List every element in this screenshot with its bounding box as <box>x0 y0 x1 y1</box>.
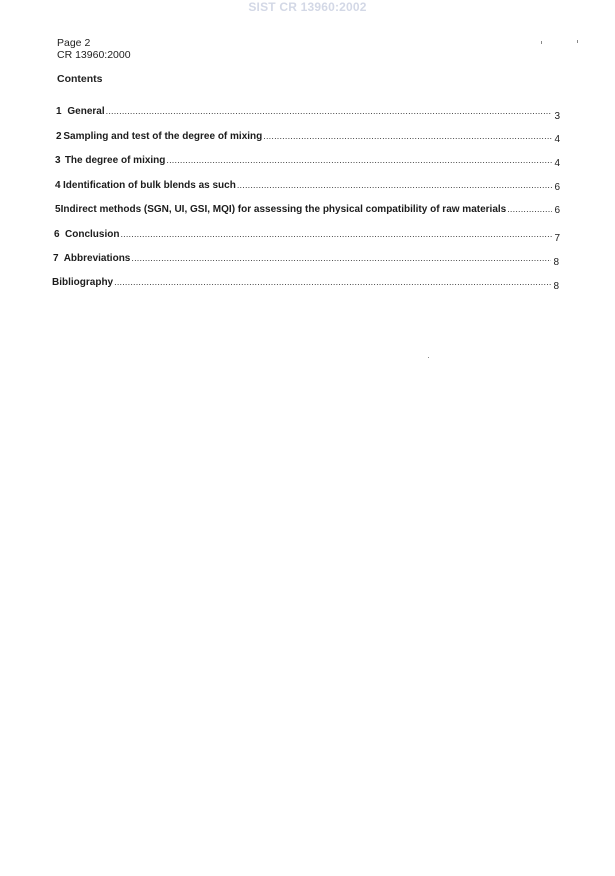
toc-entry-page: 8 <box>553 257 559 268</box>
toc-entry-degree-of-mixing[interactable] <box>55 155 560 169</box>
toc-entry-identification[interactable] <box>55 180 560 194</box>
toc-entry-title: Indirect methods (SGN, UI, GSI, MQI) for assessing the physical compatibility of raw materials <box>60 204 507 215</box>
toc-entry-title: The degree of mixing <box>64 155 166 166</box>
toc-dot-leader <box>263 131 552 141</box>
toc-entry-number: 7 <box>53 253 59 264</box>
toc-dot-leader <box>106 106 553 116</box>
toc-entry-general[interactable] <box>56 106 560 120</box>
scan-speck <box>428 357 429 358</box>
toc-dot-leader <box>507 204 552 214</box>
toc-entry-conclusion[interactable] <box>54 229 560 243</box>
toc-entry-number: 6 <box>54 229 60 240</box>
toc-entry-page: 7 <box>554 233 560 244</box>
toc-dot-leader <box>237 180 553 190</box>
document-id: CR 13960:2000 <box>57 49 131 61</box>
toc-entry-title: Sampling and test of the degree of mixing <box>63 131 263 142</box>
toc-entry-page: 3 <box>554 111 560 122</box>
toc-entry-page: 6 <box>554 182 560 193</box>
toc-entry-abbreviations[interactable] <box>53 253 559 267</box>
toc-entry-title: Identification of bulk blends as such <box>63 180 236 191</box>
toc-entry-sampling[interactable] <box>56 131 560 145</box>
toc-entry-number: 2 <box>56 131 62 142</box>
toc-dot-leader <box>166 155 552 165</box>
toc-entry-number: 4 <box>55 180 61 191</box>
toc-entry-page: 4 <box>554 134 560 145</box>
toc-dot-leader <box>120 229 552 239</box>
toc-entry-page: 8 <box>553 281 559 292</box>
toc-entry-bibliography[interactable] <box>52 277 559 291</box>
toc-entry-number: 3 <box>55 155 61 166</box>
page-number: Page 2 <box>57 37 91 49</box>
scan-speck <box>541 41 542 44</box>
toc-entry-indirect-methods[interactable] <box>55 204 560 218</box>
watermark: SIST CR 13960:2002 <box>248 0 367 14</box>
toc-entry-title: Conclusion <box>65 229 120 240</box>
toc-entry-title: Abbreviations <box>63 253 131 264</box>
toc-entry-title: General <box>67 106 105 117</box>
toc-entry-title: Bibliography <box>52 277 114 288</box>
toc-dot-leader <box>114 277 551 287</box>
toc-dot-leader <box>131 253 551 263</box>
toc-entry-page: 4 <box>554 158 560 169</box>
toc-entry-page: 6 <box>554 205 560 216</box>
toc-entry-number: 5 <box>55 204 61 215</box>
scan-speck <box>577 40 578 43</box>
contents-heading: Contents <box>57 73 103 85</box>
toc-entry-number: 1 <box>56 106 62 117</box>
